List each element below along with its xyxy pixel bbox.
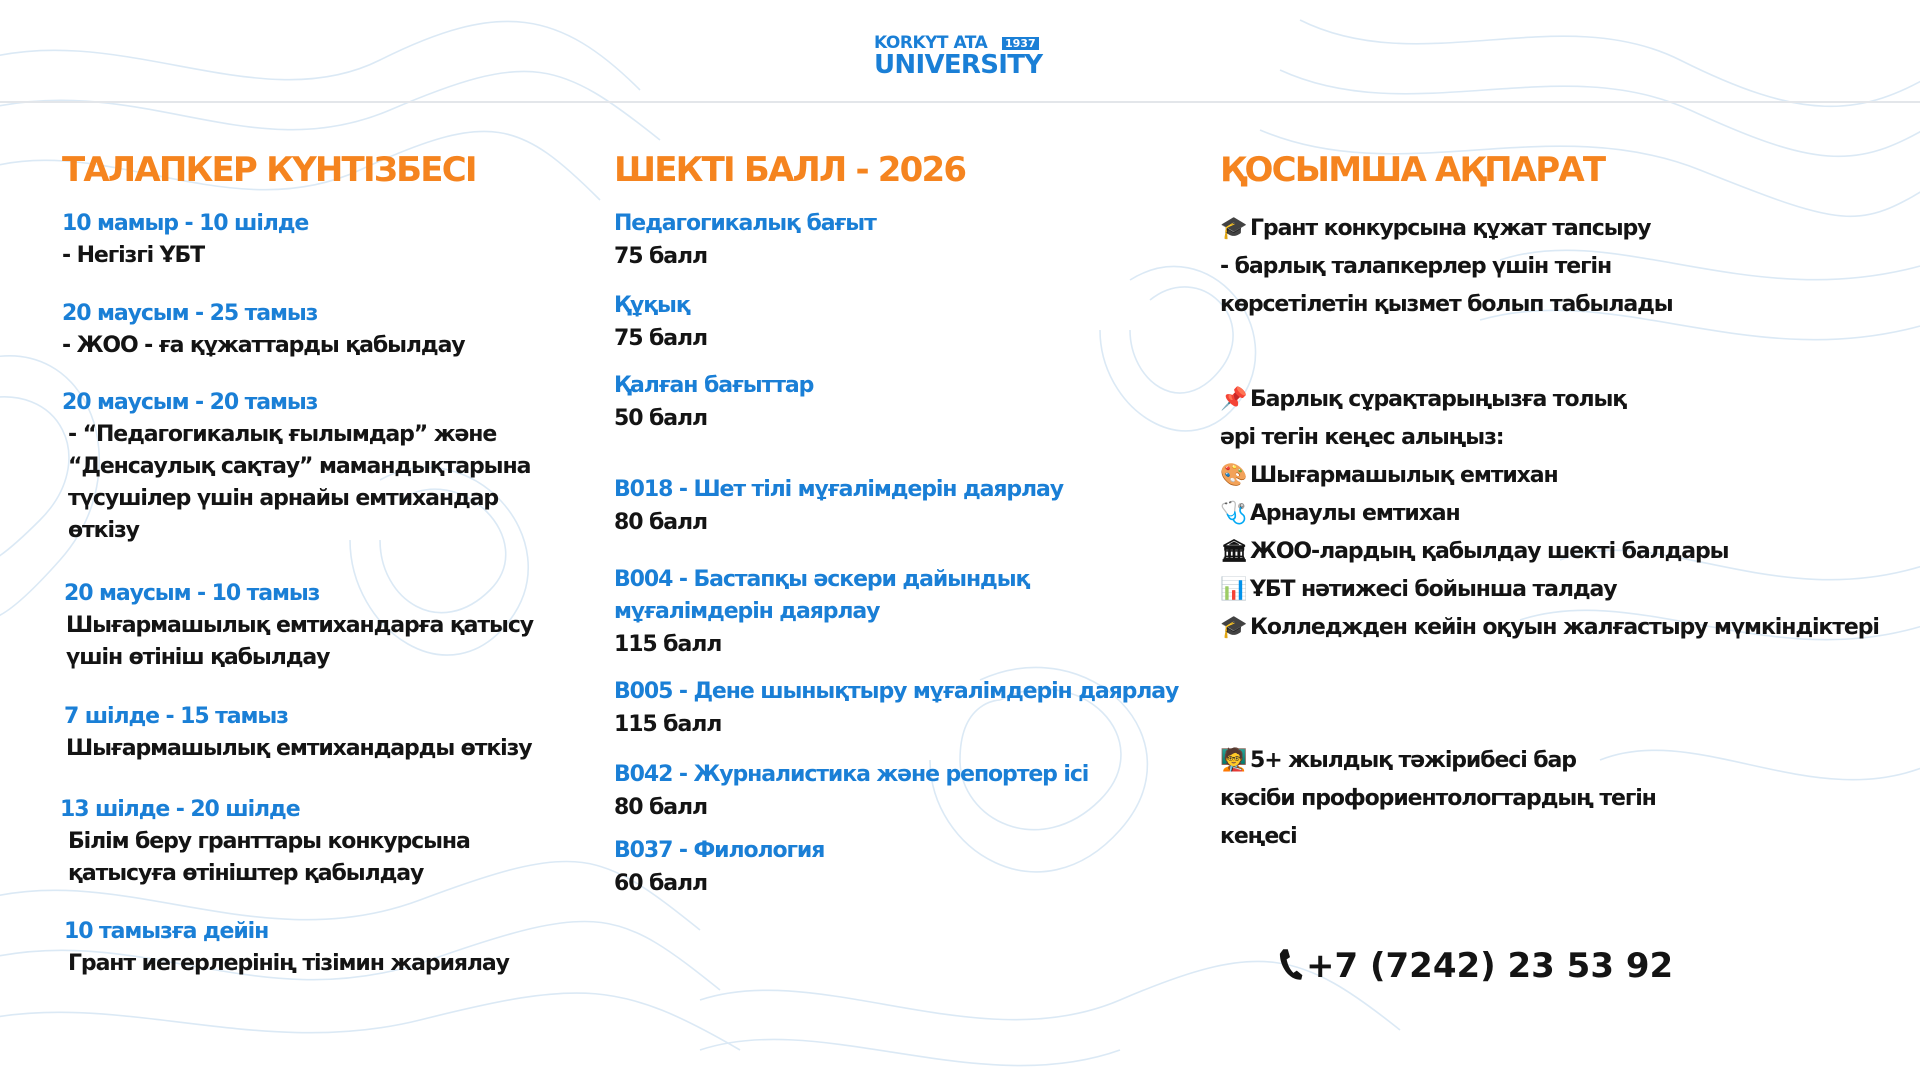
threshold-item	[614, 835, 1174, 901]
info-block-experts	[1220, 742, 1656, 856]
calendar-date: 20 маусым - 25 тамыз	[62, 301, 318, 326]
logo-year: 1937	[1002, 37, 1039, 50]
consult-list-item	[1220, 609, 1879, 647]
threshold-direction: В004 - Бастапқы әскери дайындық мұғалімдерін даярлау	[614, 567, 1030, 624]
threshold-direction: В018 - Шет тілі мұғалімдерін даярлау	[614, 477, 1064, 502]
calendar-date: 10 тамызға дейін	[64, 919, 269, 944]
calendar-desc: - Негізгі ҰБТ	[62, 243, 205, 268]
info-block-consult	[1220, 381, 1879, 647]
threshold-score: 115 балл	[614, 712, 722, 737]
threshold-item	[614, 564, 1074, 662]
info-line: - барлық талапкерлер үшін тегін	[1220, 254, 1612, 279]
calendar-desc: - ЖОО - ға құжаттарды қабылдау	[62, 333, 465, 358]
threshold-score: 75 балл	[614, 244, 708, 269]
calendar-item	[62, 387, 562, 547]
calendar-date: 20 маусым - 20 тамыз	[62, 390, 318, 415]
threshold-item	[614, 370, 1174, 436]
calendar-title: ТАЛАПКЕР КҮНТІЗБЕСІ	[62, 150, 476, 190]
classical-building-icon: 🏛	[1220, 539, 1247, 564]
calendar-desc: Шығармашылық емтихандарға қатысу үшін өтініш қабылдау	[66, 613, 534, 670]
threshold-score: 60 балл	[614, 871, 708, 896]
calendar-item	[60, 794, 560, 890]
threshold-item	[614, 290, 1174, 356]
header-bar	[0, 0, 1920, 103]
graduation-cap-icon: 🎓	[1220, 615, 1247, 640]
consult-list-text: ЖОО-лардың қабылдау шекті балдары	[1250, 539, 1729, 564]
threshold-score: 115 балл	[614, 632, 722, 657]
threshold-item	[614, 208, 1174, 274]
consult-list-item	[1220, 495, 1879, 533]
calendar-item	[62, 208, 582, 272]
threshold-direction: В042 - Журналистика және репортер ісі	[614, 762, 1089, 787]
consult-list-text: Шығармашылық емтихан	[1250, 463, 1558, 488]
stethoscope-icon: 🩺	[1220, 501, 1247, 526]
calendar-date: 10 мамыр - 10 шілде	[62, 211, 309, 236]
consult-list-item	[1220, 533, 1879, 571]
calendar-desc: Білім беру гранттары конкурсына қатысуға өтініштер қабылдау	[68, 829, 470, 886]
threshold-score: 75 балл	[614, 326, 708, 351]
threshold-score: 80 балл	[614, 510, 708, 535]
calendar-desc: Шығармашылық емтихандарды өткізу	[66, 736, 532, 761]
teacher-icon: 🧑‍🏫	[1220, 748, 1247, 773]
calendar-item	[64, 578, 564, 674]
info-line	[1220, 381, 1879, 419]
consult-list-text: Колледжден кейін оқуын жалғастыру мүмкіндіктері	[1250, 615, 1879, 640]
info-line: әрі тегін кеңес алыңыз:	[1220, 425, 1504, 450]
calendar-date: 13 шілде - 20 шілде	[60, 797, 300, 822]
phone-icon	[1276, 947, 1304, 983]
info-line: кәсіби профориентологтардың тегін	[1220, 786, 1656, 811]
calendar-date: 7 шілде - 15 тамыз	[64, 704, 288, 729]
contact-phone[interactable]	[1276, 946, 1673, 986]
threshold-item	[614, 759, 1194, 825]
logo-university: UNIVERSITY	[874, 50, 1043, 80]
consult-list-text: ҰБТ нәтижесі бойынша талдау	[1250, 577, 1617, 602]
phone-number: +7 (7242) 23 53 92	[1306, 946, 1674, 986]
threshold-item	[614, 474, 1194, 540]
threshold-direction: Қалған бағыттар	[614, 373, 814, 398]
consult-list-item	[1220, 457, 1879, 495]
bar-chart-icon: 📊	[1220, 577, 1247, 602]
graduation-cap-icon: 🎓	[1220, 216, 1247, 241]
consult-list-text: Арнаулы емтихан	[1250, 501, 1460, 526]
info-title: ҚОСЫМША АҚПАРАТ	[1220, 150, 1605, 190]
calendar-item	[64, 916, 584, 980]
info-text: Барлық сұрақтарыңызға толық	[1250, 387, 1627, 412]
info-text: Грант конкурсына құжат тапсыру	[1250, 216, 1651, 241]
info-line: көрсетілетін қызмет болып табылады	[1220, 292, 1673, 317]
threshold-score: 50 балл	[614, 406, 708, 431]
threshold-score: 80 балл	[614, 795, 708, 820]
info-block-grant	[1220, 210, 1673, 324]
info-line	[1220, 742, 1656, 780]
logo-name: KORKYT ATA	[874, 33, 988, 53]
threshold-title: ШЕКТІ БАЛЛ - 2026	[614, 150, 966, 190]
palette-icon: 🎨	[1220, 463, 1247, 488]
info-line	[1220, 210, 1673, 248]
pushpin-icon: 📌	[1220, 387, 1247, 412]
calendar-item	[64, 701, 564, 765]
calendar-date: 20 маусым - 10 тамыз	[64, 581, 320, 606]
calendar-item	[62, 298, 582, 362]
calendar-desc: - “Педагогикалық ғылымдар” және “Денсаулық сақтау” мамандықтарына түсушілер үшін арнайы емтихандар өткізу	[68, 422, 531, 543]
calendar-desc: Грант иегерлерінің тізімин жариялау	[68, 951, 509, 976]
university-logo[interactable]	[874, 34, 1046, 80]
threshold-direction: Педагогикалық бағыт	[614, 211, 876, 236]
threshold-item	[614, 676, 1194, 742]
threshold-direction: Құқық	[614, 293, 690, 318]
consult-list-item	[1220, 571, 1879, 609]
info-line: кеңесі	[1220, 824, 1297, 849]
threshold-direction: В005 - Дене шынықтыру мұғалімдерін даярлау	[614, 679, 1179, 704]
threshold-direction: В037 - Филология	[614, 838, 825, 863]
info-text: 5+ жылдық тәжірибесі бар	[1250, 748, 1576, 773]
